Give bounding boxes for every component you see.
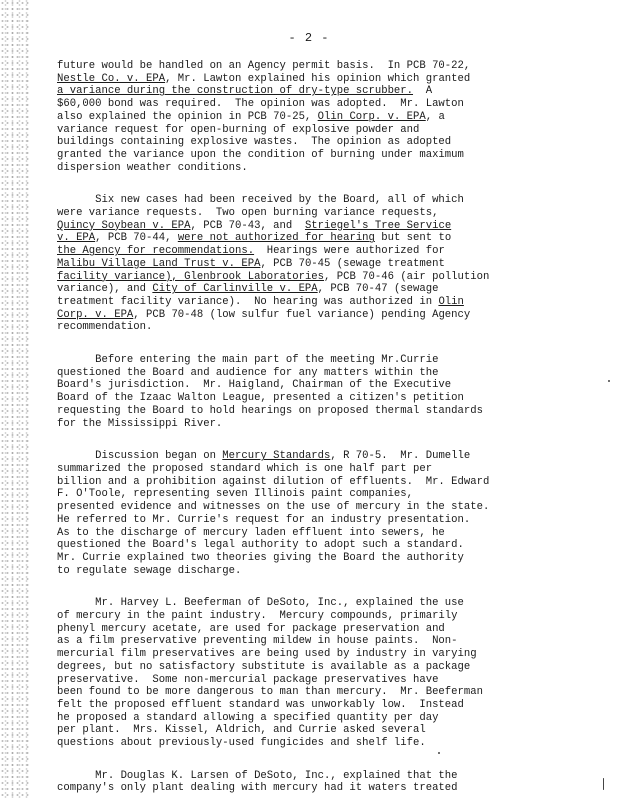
text-line <box>57 737 512 750</box>
text-line <box>57 136 512 149</box>
text-line <box>57 354 512 367</box>
text-line <box>57 194 512 207</box>
text-line <box>57 258 512 271</box>
text-line <box>57 476 512 489</box>
underlined-case-name: Mercury Standards <box>222 450 331 463</box>
text-run: been found to be more dangerous to man than mercury. Mr. Beeferman <box>57 686 483 699</box>
paragraph <box>57 450 512 577</box>
text-line <box>57 162 512 175</box>
text-line <box>57 245 512 258</box>
text-line <box>57 149 512 162</box>
text-run: , a <box>425 110 445 123</box>
text-line <box>57 686 512 699</box>
text-line <box>57 379 512 392</box>
text-line <box>57 648 512 661</box>
text-line <box>57 73 512 86</box>
text-run: questioned the Board's legal authority to adopt such a standard. <box>57 539 464 552</box>
text-run: questioned the Board and audience for any matters within the <box>57 366 439 379</box>
underlined-case-name: Quincy Soybean v. EPA <box>57 219 191 232</box>
underlined-case-name: were not authorized for hearing <box>177 232 375 245</box>
text-run: but sent to <box>374 232 452 245</box>
text-line <box>57 565 512 578</box>
paragraph-text <box>57 597 512 749</box>
text-run: variance), and <box>57 283 153 296</box>
scan-edge-noise <box>0 0 30 800</box>
underlined-case-name: Malibu Village Land Trust v. EPA <box>57 257 261 270</box>
text-run: A <box>413 85 433 98</box>
text-run: future would be handled on an Agency permit basis. In PCB 70-22, <box>57 60 471 72</box>
text-run: , PCB 70-47 (sewage <box>317 283 439 296</box>
text-run: $60,000 bond was required. The opinion was adopted. Mr. Lawton <box>57 98 464 111</box>
paragraph-text <box>57 770 512 795</box>
text-line <box>57 514 512 527</box>
text-line <box>57 552 512 565</box>
text-line <box>57 405 512 418</box>
text-run: company's only plant dealing with mercury had it waters treated <box>57 782 458 795</box>
text-line <box>57 712 512 725</box>
text-run: recommendation. <box>57 321 153 334</box>
text-run: Discussion began on <box>57 450 223 463</box>
text-run: Mr. Douglas K. Larsen of DeSoto, Inc., explained that the <box>57 769 458 782</box>
text-run: summarized the proposed standard which is one half part per <box>57 462 433 475</box>
text-run: buildings containing explosive wastes. The opinion as adopted <box>57 136 452 149</box>
text-line <box>57 220 512 233</box>
underlined-case-name: Olin Corp. v. EPA <box>317 110 426 123</box>
page-number: - 2 - <box>288 31 330 45</box>
text-line <box>57 60 512 73</box>
text-run: he proposed a standard allowing a specified quantity per day <box>57 711 439 724</box>
text-line <box>57 674 512 687</box>
text-line <box>57 271 512 284</box>
text-line <box>57 418 512 431</box>
text-run: Board of the Izaac Walton League, presented a citizen's petition <box>57 392 464 405</box>
text-line <box>57 661 512 674</box>
text-run: Six new cases had been received by the Board, all of which <box>57 194 464 207</box>
underlined-case-name: Corp. v. EPA <box>57 308 134 321</box>
text-line <box>57 463 512 476</box>
underlined-case-name: Striegel's Tree Service <box>304 219 452 232</box>
paragraph <box>57 770 512 795</box>
text-line <box>57 111 512 124</box>
text-run: to regulate sewage discharge. <box>57 564 242 577</box>
underlined-case-name: facility variance), <box>57 270 185 283</box>
text-run: Mr. Currie explained two theories giving the Board the authority <box>57 551 464 564</box>
text-line <box>57 699 512 712</box>
text-run: billion and a prohibition against dilution of effluents. Mr. Edward <box>57 475 490 488</box>
text-run: , PCB 70-46 (air pollution <box>324 270 490 283</box>
paragraph-text <box>57 194 512 334</box>
text-run: variance request for open-burning of explosive powder and <box>57 123 420 136</box>
text-run: As to the discharge of mercury laden effluent into sewers, he <box>57 526 445 539</box>
text-run: requesting the Board to hold hearings on proposed thermal standards <box>57 404 483 417</box>
text-line <box>57 623 512 636</box>
text-run: questions about previously-used fungicides and shelf life. <box>57 737 426 750</box>
text-run: per plant. Mrs. Kissel, Aldrich, and Currie asked several <box>57 724 426 737</box>
text-run: F. O'Toole, representing seven Illinois paint companies, <box>57 488 414 501</box>
text-line <box>57 232 512 245</box>
underlined-case-name: City of Carlinville v. EPA <box>152 283 318 296</box>
text-run: preservative. Some non-mercurial package preservatives have <box>57 673 439 686</box>
underlined-case-name: Nestle Co. v. EPA <box>57 72 166 85</box>
text-line <box>57 597 512 610</box>
text-line <box>57 450 512 463</box>
text-run: presented evidence and witnesses on the use of mercury in the state. <box>57 501 490 514</box>
text-run: phenyl mercury acetate, are used for package preservation and <box>57 622 445 635</box>
paragraph <box>57 597 512 749</box>
text-run: He referred to Mr. Currie's request for an industry presentation. <box>57 513 471 526</box>
paragraph-text <box>57 450 512 577</box>
text-line <box>57 539 512 552</box>
text-line <box>57 309 512 322</box>
text-line <box>57 124 512 137</box>
text-run: , Mr. Lawton explained his opinion which granted <box>165 72 471 85</box>
text-line <box>57 85 512 98</box>
text-run: , PCB 70-45 (sewage treatment <box>260 257 445 270</box>
text-run: also explained the opinion in PCB 70-25, <box>57 110 318 123</box>
text-run: dispersion weather conditions. <box>57 161 248 174</box>
text-run: Hearings were authorized for <box>254 245 445 258</box>
underlined-case-name: Glenbrook Laboratories <box>184 270 325 283</box>
text-line <box>57 782 512 795</box>
text-line <box>57 296 512 309</box>
text-line <box>57 635 512 648</box>
paragraph-text <box>57 354 512 430</box>
text-line <box>57 283 512 296</box>
document-body <box>57 60 512 800</box>
text-line <box>57 724 512 737</box>
text-line <box>57 610 512 623</box>
text-run: , R 70-5. Mr. Dumelle <box>330 450 471 463</box>
text-run: Mr. Harvey L. Beeferman of DeSoto, Inc., explained the use <box>57 597 464 610</box>
scan-speck <box>608 380 610 382</box>
text-line <box>57 770 512 783</box>
text-run: granted the variance upon the condition of burning under maximum <box>57 148 464 161</box>
text-run: , PCB 70-43, and <box>190 219 305 232</box>
text-run: felt the proposed effluent standard was unworkably low. Instead <box>57 698 464 711</box>
paragraph <box>57 354 512 430</box>
text-run: for the Mississippi River. <box>57 417 223 430</box>
paragraph-text <box>57 60 512 174</box>
paragraph <box>57 194 512 334</box>
scan-speck <box>438 752 440 754</box>
text-line <box>57 98 512 111</box>
text-line <box>57 392 512 405</box>
text-run: were variance requests. Two open burning variance requests, <box>57 207 439 220</box>
text-line <box>57 367 512 380</box>
text-line <box>57 527 512 540</box>
text-line <box>57 501 512 514</box>
underlined-case-name: v. EPA <box>57 232 96 245</box>
underlined-case-name: Olin <box>438 295 464 308</box>
text-line <box>57 488 512 501</box>
text-run: as a film preservative preventing mildew in house paints. Non- <box>57 635 458 648</box>
underlined-case-name: the Agency for recommendations. <box>57 245 255 258</box>
paragraph <box>57 60 512 174</box>
text-run: , PCB 70-44, <box>95 232 178 245</box>
text-run: of mercury in the paint industry. Mercury compounds, primarily <box>57 610 458 623</box>
text-line <box>57 207 512 220</box>
text-run: mercurial film preservatives are being used by industry in varying <box>57 648 477 661</box>
text-run: Before entering the main part of the meeting Mr.Currie <box>57 354 439 367</box>
text-run: degrees, but no satisfactory substitute is available as a package <box>57 660 471 673</box>
underlined-case-name: a variance during the construction of dry-type scrubber. <box>57 85 414 98</box>
text-run: treatment facility variance). No hearing was authorized in <box>57 295 439 308</box>
scan-speck <box>603 778 604 790</box>
text-run: , PCB 70-48 (low sulfur fuel variance) pending Agency <box>133 308 471 321</box>
text-line <box>57 321 512 334</box>
text-run: Board's jurisdiction. Mr. Haigland, Chairman of the Executive <box>57 379 452 392</box>
